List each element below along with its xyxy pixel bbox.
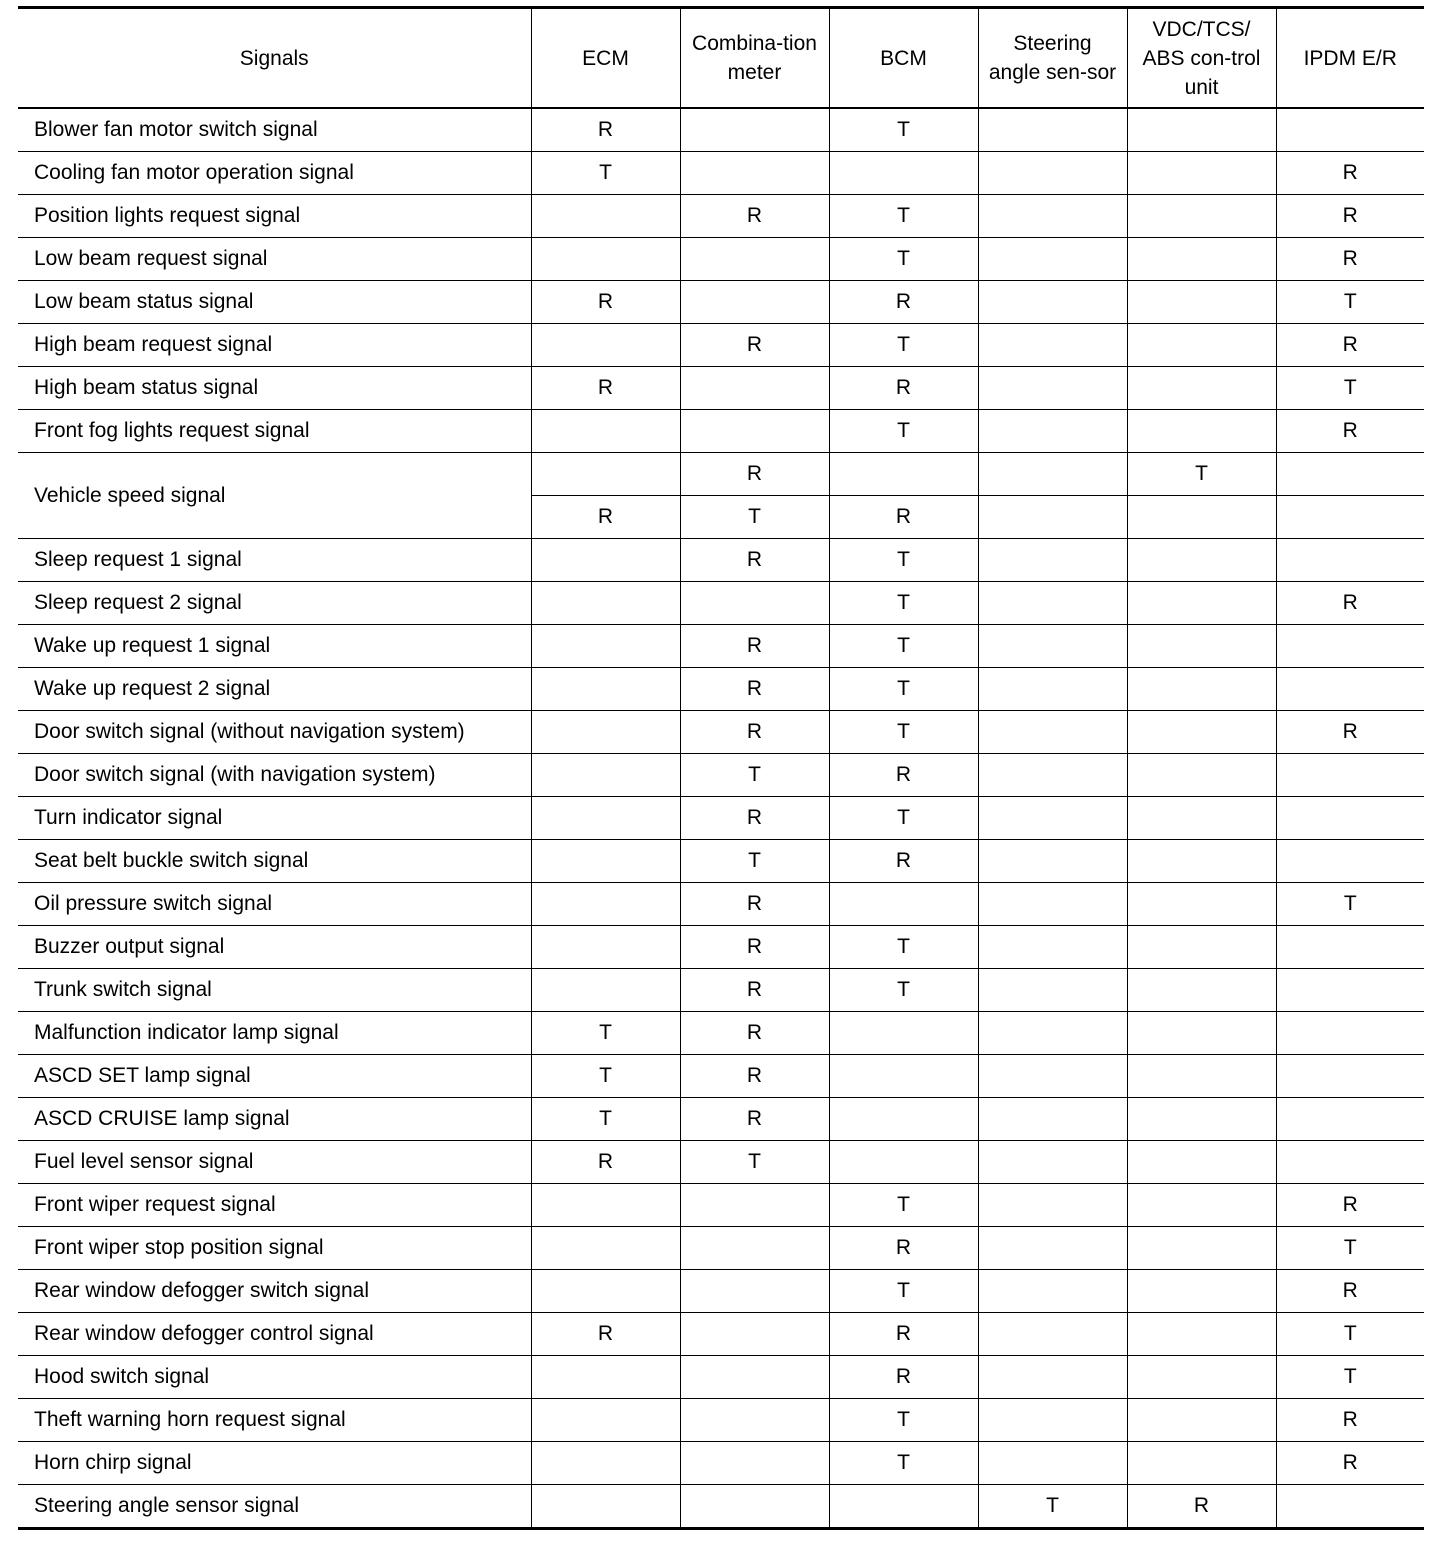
cell-steering-angle-sensor <box>978 453 1127 496</box>
cell-bcm <box>829 1098 978 1141</box>
cell-ecm <box>531 1270 680 1313</box>
cell-steering-angle-sensor <box>978 1356 1127 1399</box>
cell-vdc-tcs-abs-control-unit <box>1127 367 1276 410</box>
cell-ecm <box>531 1356 680 1399</box>
table-row <box>18 797 1424 840</box>
cell-bcm <box>829 1012 978 1055</box>
cell-bcm: T <box>829 410 978 453</box>
cell-bcm: T <box>829 582 978 625</box>
signal-name-cell: Sleep request 1 signal <box>18 539 531 582</box>
cell-bcm: T <box>829 324 978 367</box>
cell-combination-meter: T <box>680 1141 829 1184</box>
signal-name-cell: Front wiper request signal <box>18 1184 531 1227</box>
cell-ipdm-er: T <box>1276 281 1424 324</box>
cell-steering-angle-sensor <box>978 1141 1127 1184</box>
cell-combination-meter <box>680 1356 829 1399</box>
cell-steering-angle-sensor <box>978 1012 1127 1055</box>
cell-steering-angle-sensor <box>978 152 1127 195</box>
cell-combination-meter <box>680 1270 829 1313</box>
cell-combination-meter <box>680 281 829 324</box>
cell-combination-meter: R <box>680 324 829 367</box>
cell-vdc-tcs-abs-control-unit: T <box>1127 453 1276 496</box>
signal-name-cell: Low beam status signal <box>18 281 531 324</box>
cell-ecm <box>531 711 680 754</box>
cell-bcm <box>829 1141 978 1184</box>
cell-ipdm-er <box>1276 969 1424 1012</box>
cell-combination-meter: T <box>680 754 829 797</box>
cell-ecm <box>531 410 680 453</box>
cell-ecm <box>531 797 680 840</box>
cell-ipdm-er: R <box>1276 1399 1424 1442</box>
cell-steering-angle-sensor <box>978 797 1127 840</box>
header-combination-meter: Combina-tion meter <box>680 8 829 109</box>
cell-combination-meter <box>680 582 829 625</box>
table-row <box>18 1098 1424 1141</box>
signal-name-cell: Rear window defogger switch signal <box>18 1270 531 1313</box>
cell-combination-meter: R <box>680 969 829 1012</box>
cell-ecm <box>531 195 680 238</box>
cell-combination-meter: R <box>680 797 829 840</box>
table-row <box>18 1356 1424 1399</box>
cell-steering-angle-sensor <box>978 1184 1127 1227</box>
cell-steering-angle-sensor <box>978 1270 1127 1313</box>
cell-combination-meter <box>680 152 829 195</box>
cell-ipdm-er: T <box>1276 1356 1424 1399</box>
cell-vdc-tcs-abs-control-unit <box>1127 668 1276 711</box>
cell-combination-meter: R <box>680 1055 829 1098</box>
signal-name-cell: ASCD CRUISE lamp signal <box>18 1098 531 1141</box>
signal-name-cell: Wake up request 2 signal <box>18 668 531 711</box>
table-body <box>18 108 1424 1529</box>
cell-bcm: T <box>829 195 978 238</box>
cell-bcm <box>829 1055 978 1098</box>
cell-bcm: T <box>829 926 978 969</box>
cell-combination-meter <box>680 238 829 281</box>
header-steering-angle-sensor: Steering angle sen-sor <box>978 8 1127 109</box>
cell-combination-meter <box>680 1184 829 1227</box>
cell-combination-meter <box>680 367 829 410</box>
cell-ecm <box>531 969 680 1012</box>
cell-ipdm-er <box>1276 1098 1424 1141</box>
cell-ecm <box>531 1399 680 1442</box>
cell-steering-angle-sensor: T <box>978 1485 1127 1529</box>
cell-ecm <box>531 539 680 582</box>
table-row <box>18 1442 1424 1485</box>
cell-ecm: R <box>531 1141 680 1184</box>
cell-combination-meter: R <box>680 195 829 238</box>
cell-ipdm-er <box>1276 797 1424 840</box>
cell-ecm <box>531 453 680 496</box>
cell-combination-meter <box>680 1313 829 1356</box>
cell-vdc-tcs-abs-control-unit <box>1127 152 1276 195</box>
cell-combination-meter <box>680 1399 829 1442</box>
cell-ecm <box>531 582 680 625</box>
header-vdc-tcs-abs-control-unit: VDC/TCS/ ABS con-trol unit <box>1127 8 1276 109</box>
table-row <box>18 754 1424 797</box>
cell-ecm: R <box>531 367 680 410</box>
signal-name-cell: Oil pressure switch signal <box>18 883 531 926</box>
cell-bcm: T <box>829 668 978 711</box>
signal-name-cell: Buzzer output signal <box>18 926 531 969</box>
cell-bcm: R <box>829 367 978 410</box>
signal-name-cell: Front fog lights request signal <box>18 410 531 453</box>
cell-vdc-tcs-abs-control-unit <box>1127 496 1276 539</box>
cell-bcm: T <box>829 969 978 1012</box>
cell-vdc-tcs-abs-control-unit: R <box>1127 1485 1276 1529</box>
cell-vdc-tcs-abs-control-unit <box>1127 625 1276 668</box>
cell-combination-meter: R <box>680 453 829 496</box>
cell-bcm: R <box>829 281 978 324</box>
cell-bcm: R <box>829 840 978 883</box>
cell-combination-meter <box>680 1485 829 1529</box>
cell-vdc-tcs-abs-control-unit <box>1127 1270 1276 1313</box>
table-row <box>18 926 1424 969</box>
cell-ecm <box>531 1184 680 1227</box>
signal-name-cell: Seat belt buckle switch signal <box>18 840 531 883</box>
signal-name-cell: Position lights request signal <box>18 195 531 238</box>
cell-vdc-tcs-abs-control-unit <box>1127 883 1276 926</box>
table-row <box>18 324 1424 367</box>
cell-vdc-tcs-abs-control-unit <box>1127 969 1276 1012</box>
cell-ipdm-er <box>1276 496 1424 539</box>
signal-name-cell: Vehicle speed signal <box>18 453 531 539</box>
cell-ecm <box>531 625 680 668</box>
cell-ipdm-er <box>1276 1055 1424 1098</box>
cell-ipdm-er <box>1276 1141 1424 1184</box>
cell-combination-meter: T <box>680 496 829 539</box>
cell-vdc-tcs-abs-control-unit <box>1127 1098 1276 1141</box>
cell-ecm: T <box>531 152 680 195</box>
cell-ipdm-er <box>1276 539 1424 582</box>
cell-vdc-tcs-abs-control-unit <box>1127 1012 1276 1055</box>
cell-ipdm-er: R <box>1276 1184 1424 1227</box>
cell-vdc-tcs-abs-control-unit <box>1127 926 1276 969</box>
cell-ecm <box>531 668 680 711</box>
signal-name-cell: Blower fan motor switch signal <box>18 108 531 152</box>
signal-name-cell: Front wiper stop position signal <box>18 1227 531 1270</box>
cell-ipdm-er: T <box>1276 367 1424 410</box>
cell-ipdm-er <box>1276 108 1424 152</box>
cell-combination-meter <box>680 108 829 152</box>
table-row <box>18 195 1424 238</box>
cell-vdc-tcs-abs-control-unit <box>1127 281 1276 324</box>
cell-steering-angle-sensor <box>978 668 1127 711</box>
cell-bcm <box>829 883 978 926</box>
table-row <box>18 883 1424 926</box>
signal-name-cell: Wake up request 1 signal <box>18 625 531 668</box>
table-row <box>18 281 1424 324</box>
cell-ecm: T <box>531 1098 680 1141</box>
cell-bcm: R <box>829 1313 978 1356</box>
cell-steering-angle-sensor <box>978 539 1127 582</box>
table-row <box>18 625 1424 668</box>
cell-vdc-tcs-abs-control-unit <box>1127 1313 1276 1356</box>
cell-bcm: R <box>829 1227 978 1270</box>
cell-vdc-tcs-abs-control-unit <box>1127 840 1276 883</box>
cell-steering-angle-sensor <box>978 410 1127 453</box>
cell-combination-meter: R <box>680 1012 829 1055</box>
cell-steering-angle-sensor <box>978 1313 1127 1356</box>
cell-combination-meter: T <box>680 840 829 883</box>
cell-steering-angle-sensor <box>978 496 1127 539</box>
cell-vdc-tcs-abs-control-unit <box>1127 754 1276 797</box>
cell-ipdm-er <box>1276 1012 1424 1055</box>
table-row <box>18 410 1424 453</box>
cell-vdc-tcs-abs-control-unit <box>1127 711 1276 754</box>
cell-bcm: T <box>829 238 978 281</box>
cell-vdc-tcs-abs-control-unit <box>1127 195 1276 238</box>
cell-vdc-tcs-abs-control-unit <box>1127 238 1276 281</box>
cell-vdc-tcs-abs-control-unit <box>1127 539 1276 582</box>
cell-combination-meter: R <box>680 668 829 711</box>
cell-ecm <box>531 754 680 797</box>
signal-name-cell: High beam request signal <box>18 324 531 367</box>
cell-ecm <box>531 840 680 883</box>
cell-vdc-tcs-abs-control-unit <box>1127 1399 1276 1442</box>
cell-bcm: T <box>829 797 978 840</box>
cell-ipdm-er <box>1276 453 1424 496</box>
cell-steering-angle-sensor <box>978 1227 1127 1270</box>
cell-ecm: T <box>531 1012 680 1055</box>
signal-name-cell: Hood switch signal <box>18 1356 531 1399</box>
signal-name-cell: Cooling fan motor operation signal <box>18 152 531 195</box>
signal-matrix-table <box>18 6 1424 1530</box>
cell-ipdm-er: R <box>1276 1270 1424 1313</box>
cell-ipdm-er <box>1276 754 1424 797</box>
signal-name-cell: Steering angle sensor signal <box>18 1485 531 1529</box>
cell-ipdm-er: R <box>1276 238 1424 281</box>
cell-steering-angle-sensor <box>978 108 1127 152</box>
cell-bcm: R <box>829 754 978 797</box>
cell-steering-angle-sensor <box>978 840 1127 883</box>
signal-name-cell: Door switch signal (without navigation system) <box>18 711 531 754</box>
cell-combination-meter: R <box>680 1098 829 1141</box>
table-row <box>18 1399 1424 1442</box>
cell-bcm: T <box>829 1442 978 1485</box>
cell-ipdm-er: R <box>1276 410 1424 453</box>
header-bcm: BCM <box>829 8 978 109</box>
cell-ecm <box>531 1227 680 1270</box>
cell-steering-angle-sensor <box>978 754 1127 797</box>
table-row <box>18 668 1424 711</box>
cell-vdc-tcs-abs-control-unit <box>1127 324 1276 367</box>
table-row <box>18 1227 1424 1270</box>
cell-bcm: R <box>829 496 978 539</box>
cell-bcm: T <box>829 539 978 582</box>
cell-steering-angle-sensor <box>978 1442 1127 1485</box>
cell-combination-meter: R <box>680 625 829 668</box>
cell-steering-angle-sensor <box>978 367 1127 410</box>
cell-vdc-tcs-abs-control-unit <box>1127 108 1276 152</box>
table-row <box>18 582 1424 625</box>
cell-ipdm-er <box>1276 840 1424 883</box>
cell-steering-angle-sensor <box>978 324 1127 367</box>
table-row <box>18 152 1424 195</box>
table-row <box>18 1012 1424 1055</box>
table-row <box>18 969 1424 1012</box>
cell-steering-angle-sensor <box>978 883 1127 926</box>
cell-ipdm-er <box>1276 1485 1424 1529</box>
cell-ipdm-er: R <box>1276 195 1424 238</box>
cell-ipdm-er: R <box>1276 152 1424 195</box>
cell-bcm: T <box>829 625 978 668</box>
cell-ipdm-er: R <box>1276 1442 1424 1485</box>
cell-bcm: T <box>829 1399 978 1442</box>
cell-combination-meter: R <box>680 539 829 582</box>
cell-ecm <box>531 883 680 926</box>
cell-bcm: T <box>829 1270 978 1313</box>
cell-bcm: T <box>829 711 978 754</box>
signal-name-cell: Sleep request 2 signal <box>18 582 531 625</box>
cell-ipdm-er: R <box>1276 582 1424 625</box>
cell-ipdm-er: T <box>1276 1227 1424 1270</box>
table-row <box>18 1055 1424 1098</box>
cell-ipdm-er <box>1276 625 1424 668</box>
cell-steering-angle-sensor <box>978 625 1127 668</box>
table-row <box>18 1184 1424 1227</box>
cell-steering-angle-sensor <box>978 238 1127 281</box>
signal-name-cell: Door switch signal (with navigation system) <box>18 754 531 797</box>
header-ecm: ECM <box>531 8 680 109</box>
cell-vdc-tcs-abs-control-unit <box>1127 582 1276 625</box>
cell-vdc-tcs-abs-control-unit <box>1127 1356 1276 1399</box>
signal-name-cell: Turn indicator signal <box>18 797 531 840</box>
cell-steering-angle-sensor <box>978 969 1127 1012</box>
cell-ecm <box>531 1485 680 1529</box>
cell-ecm: R <box>531 496 680 539</box>
header-signals: Signals <box>18 8 531 109</box>
cell-steering-angle-sensor <box>978 711 1127 754</box>
cell-bcm: R <box>829 1356 978 1399</box>
cell-ecm <box>531 1442 680 1485</box>
cell-combination-meter: R <box>680 926 829 969</box>
cell-vdc-tcs-abs-control-unit <box>1127 1055 1276 1098</box>
cell-ipdm-er <box>1276 668 1424 711</box>
cell-combination-meter: R <box>680 711 829 754</box>
table-row <box>18 453 1424 496</box>
cell-combination-meter: R <box>680 883 829 926</box>
cell-bcm <box>829 1485 978 1529</box>
cell-ipdm-er: R <box>1276 711 1424 754</box>
cell-ecm <box>531 926 680 969</box>
cell-ecm <box>531 238 680 281</box>
cell-ecm: T <box>531 1055 680 1098</box>
cell-bcm <box>829 152 978 195</box>
signal-name-cell: Rear window defogger control signal <box>18 1313 531 1356</box>
cell-bcm: T <box>829 108 978 152</box>
cell-steering-angle-sensor <box>978 1055 1127 1098</box>
signal-name-cell: Malfunction indicator lamp signal <box>18 1012 531 1055</box>
cell-bcm <box>829 453 978 496</box>
cell-steering-angle-sensor <box>978 1399 1127 1442</box>
cell-vdc-tcs-abs-control-unit <box>1127 1442 1276 1485</box>
cell-vdc-tcs-abs-control-unit <box>1127 797 1276 840</box>
signal-name-cell: High beam status signal <box>18 367 531 410</box>
table-row <box>18 1485 1424 1529</box>
table-row <box>18 840 1424 883</box>
signal-name-cell: Low beam request signal <box>18 238 531 281</box>
table-row <box>18 711 1424 754</box>
table-row <box>18 1313 1424 1356</box>
cell-vdc-tcs-abs-control-unit <box>1127 1184 1276 1227</box>
header-row <box>18 8 1424 109</box>
cell-ipdm-er: T <box>1276 1313 1424 1356</box>
table-row <box>18 238 1424 281</box>
table-row <box>18 367 1424 410</box>
cell-ecm: R <box>531 108 680 152</box>
cell-bcm: T <box>829 1184 978 1227</box>
cell-combination-meter <box>680 1227 829 1270</box>
cell-steering-angle-sensor <box>978 195 1127 238</box>
table-row <box>18 108 1424 152</box>
cell-combination-meter <box>680 1442 829 1485</box>
signal-name-cell: ASCD SET lamp signal <box>18 1055 531 1098</box>
cell-ecm: R <box>531 281 680 324</box>
table-header <box>18 8 1424 109</box>
cell-ecm: R <box>531 1313 680 1356</box>
table-row <box>18 1270 1424 1313</box>
cell-steering-angle-sensor <box>978 926 1127 969</box>
cell-steering-angle-sensor <box>978 1098 1127 1141</box>
cell-vdc-tcs-abs-control-unit <box>1127 410 1276 453</box>
signal-name-cell: Trunk switch signal <box>18 969 531 1012</box>
cell-ipdm-er <box>1276 926 1424 969</box>
cell-vdc-tcs-abs-control-unit <box>1127 1141 1276 1184</box>
cell-steering-angle-sensor <box>978 582 1127 625</box>
table-row <box>18 1141 1424 1184</box>
cell-ipdm-er: R <box>1276 324 1424 367</box>
cell-ipdm-er: T <box>1276 883 1424 926</box>
table-row <box>18 539 1424 582</box>
cell-vdc-tcs-abs-control-unit <box>1127 1227 1276 1270</box>
header-ipdm-er: IPDM E/R <box>1276 8 1424 109</box>
cell-combination-meter <box>680 410 829 453</box>
signal-name-cell: Fuel level sensor signal <box>18 1141 531 1184</box>
signal-name-cell: Horn chirp signal <box>18 1442 531 1485</box>
cell-steering-angle-sensor <box>978 281 1127 324</box>
cell-ecm <box>531 324 680 367</box>
signal-name-cell: Theft warning horn request signal <box>18 1399 531 1442</box>
